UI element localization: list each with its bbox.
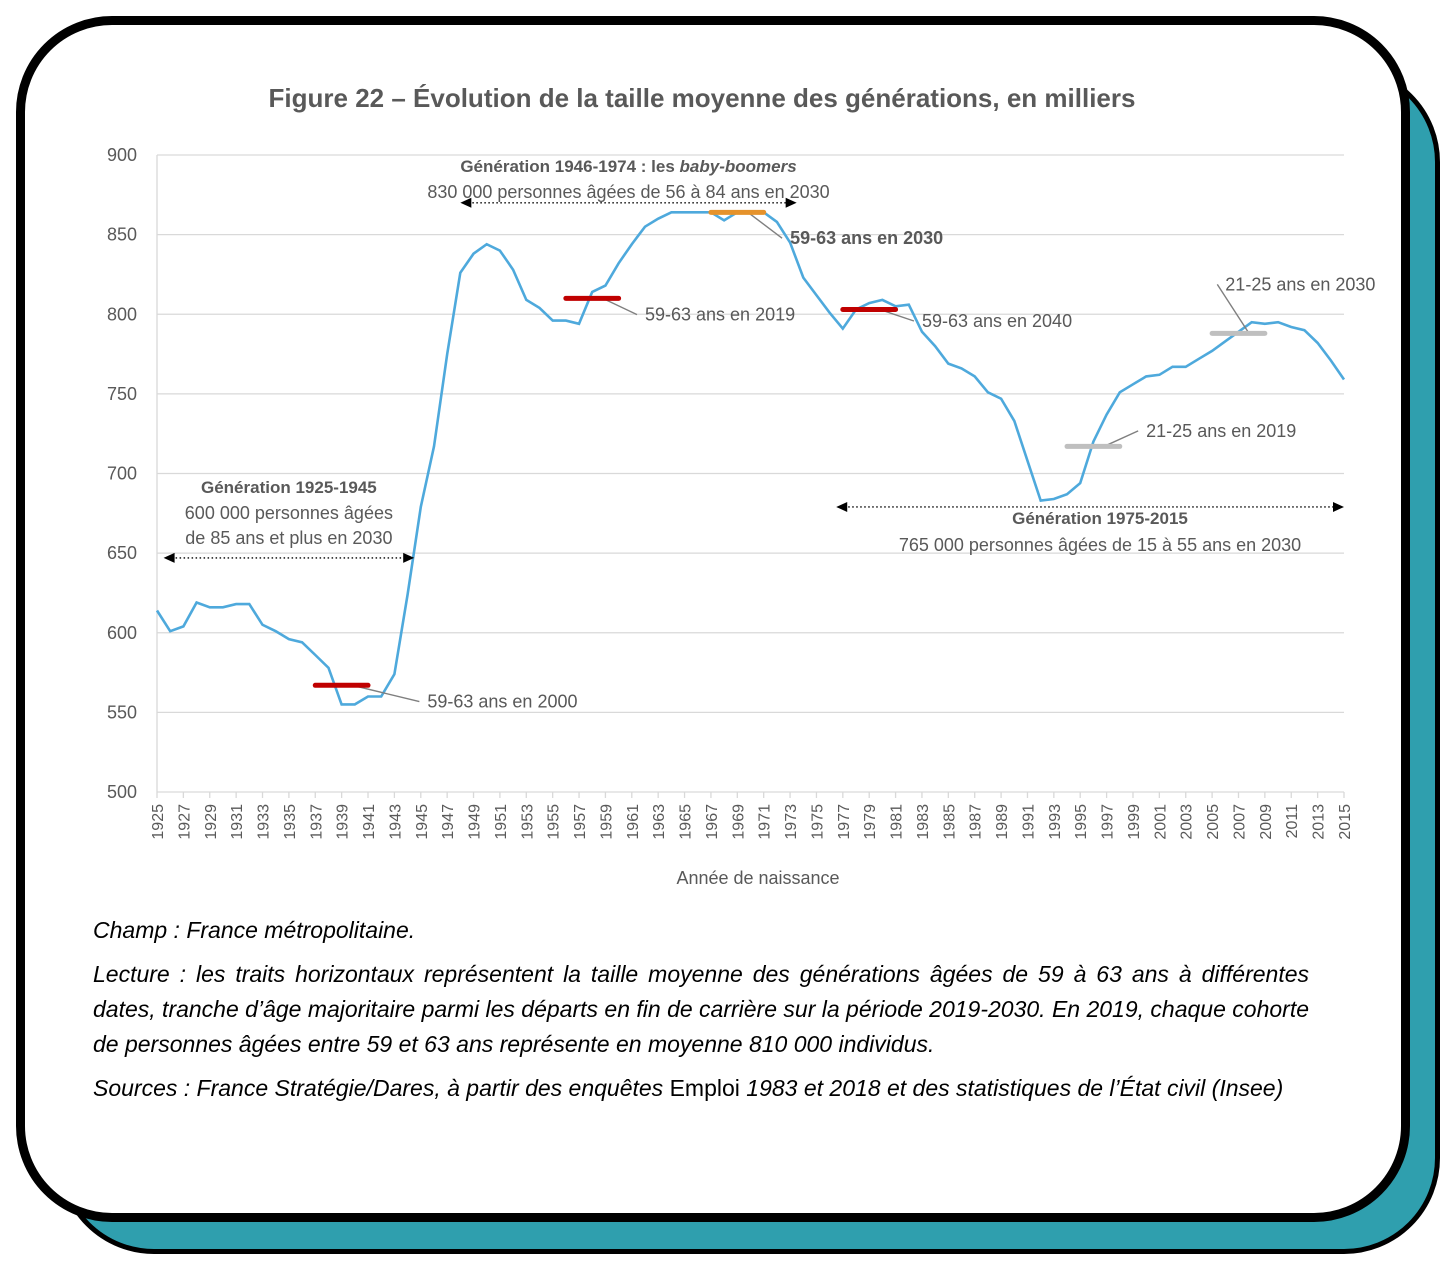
x-tick-label-1993: 1993 <box>1046 804 1064 840</box>
generation-line-2-0: 765 000 personnes âgées de 15 à 55 ans en 2030 <box>898 535 1302 555</box>
x-tick-label-1931: 1931 <box>229 804 247 840</box>
grid-lines <box>157 155 1344 798</box>
x-tick-label-1937: 1937 <box>308 804 326 840</box>
x-tick-label-2015: 2015 <box>1337 804 1354 840</box>
chart-title: Figure 22 – Évolution de la taille moyenne des générations, en milliers <box>268 83 1136 113</box>
y-tick-label-800: 800 <box>106 304 137 325</box>
generation-title-1-prefix: Génération 1946-1974 : les <box>460 157 680 176</box>
generation-arrow-left-2 <box>836 502 847 512</box>
generation-title-2: Génération 1975-2015 <box>1012 509 1188 528</box>
marker-label-2: 59-63 ans en 2030 <box>790 228 944 249</box>
x-tick-label-1981: 1981 <box>888 804 906 840</box>
x-tick-label-1963: 1963 <box>651 804 669 840</box>
generation-title-1 <box>460 157 796 176</box>
x-tick-label-1985: 1985 <box>941 804 959 840</box>
generation-arrow-right-2 <box>1333 502 1344 512</box>
x-tick-label-1929: 1929 <box>202 804 220 840</box>
marker-label-1: 59-63 ans en 2019 <box>644 304 796 325</box>
marker-label-3: 59-63 ans en 2040 <box>921 310 1073 331</box>
x-tick-label-1971: 1971 <box>756 804 774 840</box>
generation-arrow-left-0 <box>164 553 175 563</box>
x-tick-label-1989: 1989 <box>994 804 1012 840</box>
x-tick-label-1951: 1951 <box>492 804 510 840</box>
y-tick-label-750: 750 <box>106 383 137 404</box>
note-sources-survey: Emploi <box>669 1075 740 1101</box>
x-axis-label: Année de naissance <box>676 868 840 888</box>
x-tick-label-1967: 1967 <box>703 804 721 840</box>
series-line <box>157 212 1344 704</box>
generation-line-1-0: 830 000 personnes âgées de 56 à 84 ans en 2030 <box>427 182 830 202</box>
x-tick-labels <box>150 804 1354 840</box>
y-tick-label-550: 550 <box>106 702 137 723</box>
x-tick-label-2009: 2009 <box>1257 804 1275 840</box>
generation-annotations <box>164 157 1344 563</box>
x-tick-label-1979: 1979 <box>862 804 880 840</box>
x-tick-label-1945: 1945 <box>413 804 431 840</box>
generation-line-0-1: de 85 ans et plus en 2030 <box>185 528 393 548</box>
x-tick-label-1961: 1961 <box>624 804 642 840</box>
note-champ: Champ : France métropolitaine. <box>93 917 416 943</box>
x-tick-label-1949: 1949 <box>466 804 484 840</box>
x-tick-label-1987: 1987 <box>967 804 985 840</box>
x-tick-label-2013: 2013 <box>1310 804 1328 840</box>
figure-notes <box>93 913 1309 1115</box>
x-tick-label-1939: 1939 <box>334 804 352 840</box>
note-sources <box>93 1071 1309 1106</box>
note-sources-suffix: 1983 et 2018 et des statistiques de l’État civil (Insee) <box>739 1075 1284 1101</box>
x-tick-label-1969: 1969 <box>730 804 748 840</box>
y-tick-labels <box>107 145 137 802</box>
x-tick-label-1933: 1933 <box>255 804 273 840</box>
x-tick-label-1975: 1975 <box>809 804 827 840</box>
x-tick-label-1943: 1943 <box>387 804 405 840</box>
x-tick-label-2005: 2005 <box>1205 804 1223 840</box>
x-tick-label-1959: 1959 <box>598 804 616 840</box>
y-tick-label-900: 900 <box>106 145 137 165</box>
marker-label-5: 21-25 ans en 2030 <box>1225 274 1376 295</box>
x-tick-label-1965: 1965 <box>677 804 695 840</box>
x-tick-label-1999: 1999 <box>1125 804 1143 840</box>
x-tick-label-1935: 1935 <box>281 804 299 840</box>
generation-line-0-0: 600 000 personnes âgées <box>184 503 393 523</box>
line-chart <box>25 25 1410 905</box>
x-tick-label-1925: 1925 <box>150 804 167 840</box>
generation-title-0: Génération 1925-1945 <box>201 478 377 497</box>
y-tick-label-700: 700 <box>106 463 137 484</box>
age-markers <box>315 212 1375 711</box>
x-tick-label-1953: 1953 <box>519 804 537 840</box>
x-tick-label-2007: 2007 <box>1231 804 1249 840</box>
x-tick-label-1995: 1995 <box>1073 804 1091 840</box>
x-tick-label-2001: 2001 <box>1152 804 1170 840</box>
x-tick-label-1977: 1977 <box>835 804 853 840</box>
y-tick-label-600: 600 <box>106 622 137 643</box>
x-tick-label-1957: 1957 <box>572 804 590 840</box>
y-tick-label-650: 650 <box>106 543 137 564</box>
x-tick-label-1947: 1947 <box>440 804 458 840</box>
y-tick-label-500: 500 <box>106 782 137 802</box>
figure-card <box>16 16 1410 1222</box>
marker-label-0: 59-63 ans en 2000 <box>427 691 578 712</box>
x-tick-label-1941: 1941 <box>361 804 379 840</box>
x-tick-label-2011: 2011 <box>1284 804 1302 839</box>
x-tick-label-1983: 1983 <box>914 804 932 840</box>
generation-title-1-italic: baby-boomers <box>679 157 797 176</box>
note-sources-prefix: Sources : France Stratégie/Dares, à partir des enquêtes <box>93 1075 670 1101</box>
x-tick-label-1955: 1955 <box>545 804 563 840</box>
x-tick-label-2003: 2003 <box>1178 804 1196 840</box>
x-tick-label-1973: 1973 <box>783 804 801 840</box>
x-tick-label-1991: 1991 <box>1020 804 1038 840</box>
marker-label-4: 21-25 ans en 2019 <box>1146 420 1297 441</box>
note-lecture: Lecture : les traits horizontaux représentent la taille moyenne des générations âgées de 59 à 63 ans à différentes dates, tranche d’âge majoritaire parmi les départs en fin de carrière sur la période 2019-2030. En 2019, chaque cohorte de personnes âgées entre 59 et 63 ans représente en moyenne 810 000 individus. <box>93 961 1309 1057</box>
x-tick-label-1927: 1927 <box>176 804 194 840</box>
y-tick-label-850: 850 <box>106 224 137 245</box>
x-tick-label-1997: 1997 <box>1099 804 1117 840</box>
